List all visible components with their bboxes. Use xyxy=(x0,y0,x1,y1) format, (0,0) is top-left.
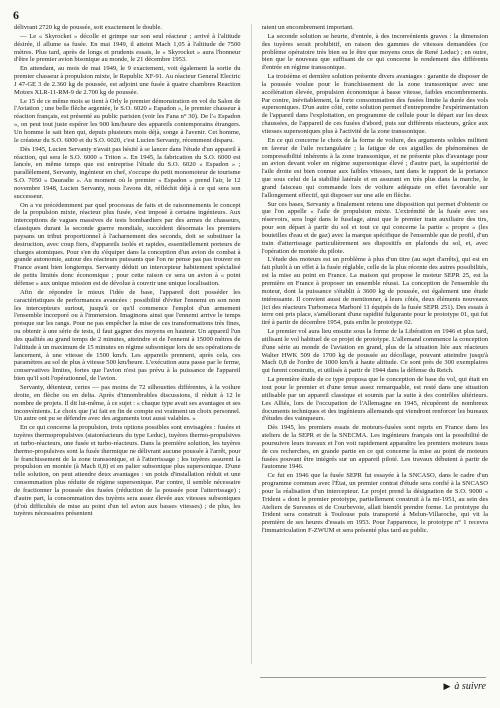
column-divider xyxy=(251,24,252,664)
article-body xyxy=(14,24,488,664)
paragraph: On a vu précédemment par quel processus de faits et de raisonnements le concept de la propulsion mixte, réacteur plus fusée, s'est imposé à certains ingénieurs. Aux interceptions de vagues massives de tests bombardiers par des armes de chasseurs, classiques durant la seconde guerre mondiale, succèdent désormais les premiers paysans un tribut proportionnel à l'acharnement des seconds, doit se substituer la destruction, avec coup fiers, d'appareils isolés et rapides, essentiellement porteurs de charges atomiques. Pour s'en du s'équiper dans la conception d'un avion de combat à grande autonomie, autour des réacteurs puissants que l'on ne pense pas pas trouver en France avant bien longtemps. Servanty déduit un intercepteur habitement spécialisé de petits limités donc économique ; pour cette raison ce sera un avion à « point défense » aux unique mission est de dévolue à couvrir une unique localisation. xyxy=(14,201,241,287)
paragraph: Dès 1945, Lucien Servanty n'avait pas hésité à se lancer dans l'étude d'un appareil à réaction, qui sera le S.O. 6000 « Triton ». En 1945, la fabrication du S.O. 6000 est lancée, en même temps que est entreprise l'étude du S.O. 6020 « Espadon » ; parallèlement, Servanty, ingénieur en chef, s'occupe du petit monomoteur de tourisme S.O. 7050 « Dauradie ». Au moment où le premier « Espadon » prend l'air, le 12 novembre 1948, Lucien Servanty, nous l'avons dit, réfléchit déjà à ce qui sera son successeur. xyxy=(14,145,241,200)
left-column xyxy=(14,24,241,664)
paragraph: Le 15 de ce même mois se tient à Orly le premier démonstration en vol du Salon de l'Aviation ; une belle flèche argentée, le S.O. 6020 « Espadon », le premier chasseur à réaction français, est présenté au public parisien (voir les Fana n° 30). De l'« Espadon », on peut tout juste espérer les 900 km/heure des appareils contemporains étrangers. Un homme le sait bien qui, depuis plusieurs mois déjà, songe à l'avenir. Cet homme, le créateur du S.O. 6000 et du S.O. 6020, c'est Lucien Servanty, récemment disparu. xyxy=(14,97,241,144)
paragraph: Servanty, détenteur, certes — pas moins de 72 silhouettes différentes, à la voilure droite, en flèche ou en delta. Après d'innombrables discussions, il réduit à 12 le nombre de projets. Il dit lui-même, à ce sujet : « chaque type avait ses avantages et ses inconvénients. Le choix que j'ai fait en fin de compte est vraiment un choix personnel. Un autre ont pu se défendre avec des arguments tout aussi valables. » xyxy=(14,383,241,423)
page-number: 6 xyxy=(13,8,19,22)
paragraph: délivrant 2720 kg de poussée, soit exactement le double. xyxy=(14,24,162,31)
footer-rule xyxy=(260,677,486,678)
triangle-arrow-icon: ▶ xyxy=(443,681,451,691)
paragraph: Ce fut en 1946 que la fusée SEPR fut essayée à la SNCASO, dans le cadre d'un programme commun avec l'État, un premier contrat d'étude sera confié à la SNCASO pour la réalisation d'un intercepteur. Le projet prend la désignation de S.O. 9000 « Trident » dont le premier prototype, partiellement construit à la mi-1951, au sein des Ateliers de Suresnes et de Courbevoie, allait bientôt prendre forme. Le prototype du Trident sera construit à Toulouse puis transporté à Melun-Villaroche, qui vit la première de ses heures d'essais en 1953. Pour l'apparence, le prototype n° 1 recevra l'immatriculation F-ZWUM et sera présenté plus tard au public. xyxy=(261,472,488,535)
continued-marker xyxy=(444,681,487,692)
right-column xyxy=(262,24,489,664)
paragraph: L'étude des moteurs est un problème à plus d'un titre (au sujet d'arrêts), qui est en fait plutôt à un effet à la fusée réglable, celle de la plus récente des autres possibilités, est la mise au point en France. La maison qui propose le moteur SEPR 25, est la première en France à proposer un ensemble réussi. La conception de l'ensemble du moteur, dont la puissance s'établit à 3600 kg de poussée, est également une étude intéressante. Il convient aussi de mentionner, à leurs côtés, deux éléments nouveaux (ici des réacteurs Turbomeca Marboré 11 équipés de la fusée SEPR 251). Des essais à terre ont pris place, s'améliorant d'une rapidité fulgurante pour le prototype 01, qui fut tiré à partir de décembre 1954, puis enfin le prototype 02. xyxy=(261,256,488,327)
paragraph: Afin de répondre le mieux l'idée de base, l'appareil doit posséder les caractéristiques de performances avancées : possibilité d'éviter l'ennemi en son nom les intercepteurs surtout, jusqu'à ce qu'il commence l'emploi d'un armement l'ensemble incorporé ou à l'immersion. Imaginons ainsi que l'ennemi arrive le temps presque sur les rangs. Pour ne pas empêcher la mise de ces transformations très fines, ou obtenir à une série de tests, il faut gagner des moyens en hauteur. Un appareil l'un des qualités au grand temps de 2 minutes, atteindre et de l'ennemi à 15000 mètres de l'altitude à un maximum de 15 minutes en régime subsonique lors de ses opérations de lancement, à une vitesse de 1500 km/h. Les appareils prennent, après cela, ces paramètres au sol de plus à vitesse 500 km/heure. L'exécution aura passe par le ferme, conservatives limites, fortes que l'avion n'est pas prévu à la puissance de l'appareil bien qu'il soit l'opérationnel, de l'avion. xyxy=(14,288,241,383)
paragraph: En attendant, au mois de mai 1949, le 9 exactement, voit également la sortie du premier chasseur à propulsion mixte, le Republic XF-91. Au réacteur General Electric J 47-GE 3 de 2.360 kg de poussée, est adjoint une fusée à quatre chambres Reaction Motors XLR-11-RM-9 de 2.700 kg de poussée. xyxy=(14,65,241,96)
paragraph: La troisième et dernière solution présente divers avantages : garantie de disposer de la poussée voulue pour le franchissement de la zone transsonique avec une accélération élevée, propulsion économique à basse vitesse, faibles encombrements. Par contre, inévitablement, la forte consommation des fusées limite la durée des vols supersoniques. D'un autre côté, cette solution permet d'entreprendre l'expérimentation de l'appareil dans l'exploitation, en programme de cellule pour le départ sur les deux chaussées, de l'appareil de ces fusées d'abord, puis sur différents réacteurs, grâce aux vitesses supersoniques plus à l'activité de la zone transsonique. xyxy=(261,73,488,135)
paragraph: Dès 1945, les premiers essais de moteurs-fusées sont repris en France dans les ateliers de la SEPR et de la SNECMA. Les ingénieurs français ont la possibilité de poursuivre leurs travaux et l'on voit rapidement apparaître les premiers moteurs issus de ces recherches, en grande partie en ce qui concerne la mise au point de moteurs fusées pouvant être intégrés sur un appareil piloté. Les travaux débutent à partir de l'automne 1946. xyxy=(261,424,488,471)
paragraph: Le premier vol aura lieu ensuite sous la forme de la Libération en 1946 et plus tard, utilisant le vol habituel de ce projet de prototype. L'allemand commence la conception d'une série au monde de l'aviation en grand, plus de la situation liée aux réacteurs Walter HWK 509 de 1700 kg de poussée au décollage, pouvant atteindre jusqu'à Mach 0,8 de l'ordre de 1000 km/h à haute altitude. Ce sont près de 300 exemplaires qui furent construits, et utilisés à partir de 1944 dans la défense du Reich. xyxy=(261,328,488,375)
paragraph: La première étude de ce type proposa que le conception de base du vol, qui était en tout pour le premier et d'une tenue assez remarquable, est resté dans une situation utilisable par un appareil classique et soumis par la suite à des contrôles ultérieurs. Les Alliés, lors de l'occupation de l'Allemagne en 1945, récupèrent de nombreux documents techniques et des ingénieurs allemands qui viendront renforcer les bureaux d'études des vainqueurs. xyxy=(261,376,488,423)
continued-label: à suivre xyxy=(454,681,486,692)
paragraph: La seconde solution se heurte, d'entrée, à des inconvénients graves : la dimension des tuyères serait prohibitif, en raison des gammes de vitesses demandées (ce problème opératoire très bien su le être que moyens ceux de René Leduc) ; en outre, bien que le nouveau que suffisant de ce qui concerne le rendement des différents d'entrée en régime transsonique. xyxy=(261,32,488,72)
paragraph: En ce qui concerne le choix de la forme de voilure, des arguments solides militent en faveur de l'aile rectangulaire ; la fatigue de ces aiguilles de phénomènes de compressibilité inhérents à la zone transsonique, et ne présente plus d'avantage pour un avion devant voler en régime supersonique élevé ; d'autre part, la supériorité de l'aile droite est bien connue aux faibles vitesses, tant dans le rapport de la portance que sous celui de la stabilité latérale et en assurant en très plus dans la marche, le grand faisceau qui commande lors de voilure adéquate on effet favorable sur l'allongement effectif, qui disposer sur une aile en flèche. xyxy=(261,136,488,199)
paragraph: Sur ces bases, Servanty a finalement retenu une disposition qui permet d'obtenir ce que l'on appelle « l'aile de propulsion mixte. L'extrémité de la fusée avec ses réservoirs, sera logé dans le fuselage, ainsi que le premier train auxiliaire des tirs, pour son départ à partir du sol et tout ce qui concerne la partie « propre » (les bouteilles d'eau et de gaz) avec la marque spécifique de l'ensemble que de profil, d'un train d'atterrissage particulièrement ses dispositifs en plafonds du sol, et, avec l'opération de montée du pilote. xyxy=(261,200,488,255)
paragraph: raient un encombrement important. xyxy=(261,24,354,31)
paragraph: — Le « Skyrocket » décolle et grimpe sur son seul réacteur ; arrivé à l'altitude désirée, il allume sa fusée. En mai 1949, il atteint Mach 1,05 à l'altitude de 7500 mètres. Plus tard, après de longs et prudents essais, le « Skyrocket » aura l'honneur d'être le premier avion bisonique au monde, le 21 décembre 1953. xyxy=(14,32,241,64)
paragraph: En ce qui concerne la propulsion, trois options possibles sont envisagées : fusées et tuyères thermopropulsives (statoréacteurs du type Leduc), tuyères thermo-propulsives et turbo-réacteurs, une fusée et turbo-réacteurs. Dans la première solution, les tuyères thermo-propulsives sont la fusée thermique ne délivrant aucune poussée à l'arrêt, pour le franchissement de la zone transsonique, et à l'atterrissage ; les tuyères assurent la propulsion en montée (à Mach 0,8) et en palier subsonique plus supersonique. D'une telle solution, on peut attendre deux avantages : un poids d'installation réduit et une consommation plus réduite de régime supersonique. Par contre, il semble nécessaire de fractionner la poussée des fusées (réduction de la poussée pour l'atterrissage) ; d'autre part, la consommation des tuyères sera assez élevée aux vitesses subsoniques (d'où difficultés de mise au point d'un tel avion aux basses vitesses) ; de plus, les tuyères nécessaires présentent xyxy=(14,424,241,518)
